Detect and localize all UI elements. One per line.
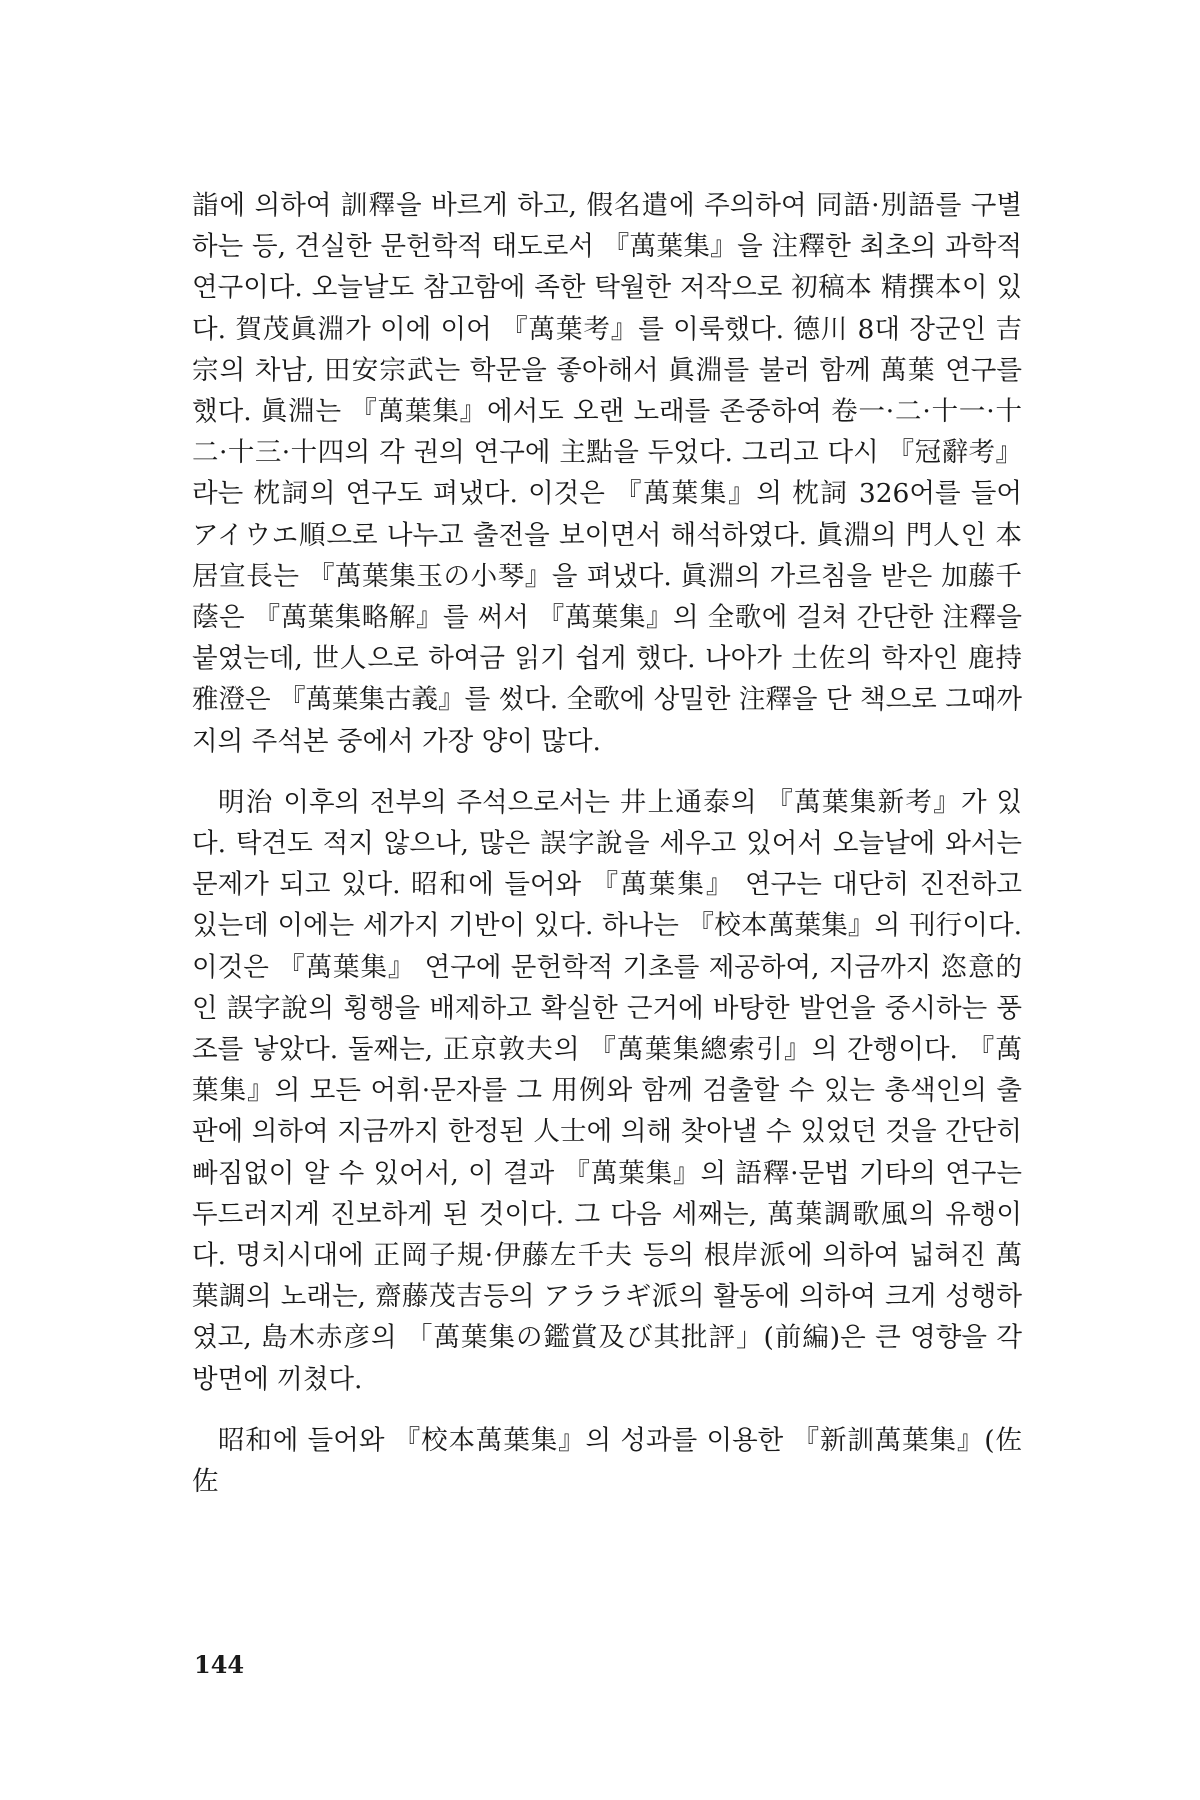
- body-text: [192, 185, 1022, 1502]
- paragraph-2: 明治 이후의 전부의 주석으로서는 井上通泰의 『萬葉集新考』가 있다. 탁견도 적지 않으나, 많은 誤字說을 세우고 있어서 오늘날에 와서는 문제가 되고 있다. 昭和에 들어와 『萬葉集』 연구는 대단히 진전하고 있는데 이에는 세가지 기반이 있다. 하나는 『校本萬葉集』의 刊行이다. 이것은 『萬葉集』 연구에 문헌학적 기초를 제공하여, 지금까지 恣意的인 誤字說의 횡행을 배제하고 확실한 근거에 바탕한 발언을 중시하는 풍조를 낳았다. 둘째는, 正京敦夫의 『萬葉集總索引』의 간행이다. 『萬葉集』의 모든 어휘·문자를 그 用例와 함께 검출할 수 있는 총색인의 출판에 의하여 지금까지 한정된 人士에 의해 찾아낼 수 있었던 것을 간단히 빠짐없이 알 수 있어서, 이 결과 『萬葉集』의 語釋·문법 기타의 연구는 두드러지게 진보하게 된 것이다. 그 다음 세째는, 萬葉調歌風의 유행이다. 명치시대에 正岡子規·伊藤左千夫 등의 根岸派에 의하여 넓혀진 萬葉調의 노래는, 齋藤茂吉등의 アララギ派의 활동에 의하여 크게 성행하였고, 島木赤彦의 「萬葉集の鑑賞及び其批評」(前編)은 큰 영향을 각 방면에 끼쳤다.: [192, 786, 1022, 1395]
- paragraph-1: 詣에 의하여 訓釋을 바르게 하고, 假名遣에 주의하여 同語·別語를 구별하는 등, 견실한 문헌학적 태도로서 『萬葉集』을 注釋한 최초의 과학적 연구이다. 오늘날도 참고함에 족한 탁월한 저작으로 初稿本 精撰本이 있다. 賀茂眞淵가 이에 이어 『萬葉考』를 이룩했다. 德川 8대 장군인 吉宗의 차남, 田安宗武는 학문을 좋아해서 眞淵를 불러 함께 萬葉 연구를 했다. 眞淵는 『萬葉集』에서도 오랜 노래를 존중하여 卷一·二·十一·十二·十三·十四의 각 권의 연구에 主點을 두었다. 그리고 다시 『冠辭考』라는 枕詞의 연구도 펴냈다. 이것은 『萬葉集』의 枕詞 326어를 들어 アイウエ順으로 나누고 출전을 보이면서 해석하였다. 眞淵의 門人인 本居宣長는 『萬葉集玉の小琴』을 펴냈다. 眞淵의 가르침을 받은 加藤千蔭은 『萬葉集略解』를 써서 『萬葉集』의 全歌에 걸쳐 간단한 注釋을 붙였는데, 世人으로 하여금 읽기 쉽게 했다. 나아가 土佐의 학자인 鹿持雅澄은 『萬葉集古義』를 썼다. 全歌에 상밀한 注釋을 단 책으로 그때까지의 주석본 중에서 가장 양이 많다.: [192, 190, 1022, 757]
- paragraph-3: 昭和에 들어와 『校本萬葉集』의 성과를 이용한 『新訓萬葉集』(佐佐: [192, 1424, 1022, 1498]
- page-number: 144: [194, 1650, 245, 1679]
